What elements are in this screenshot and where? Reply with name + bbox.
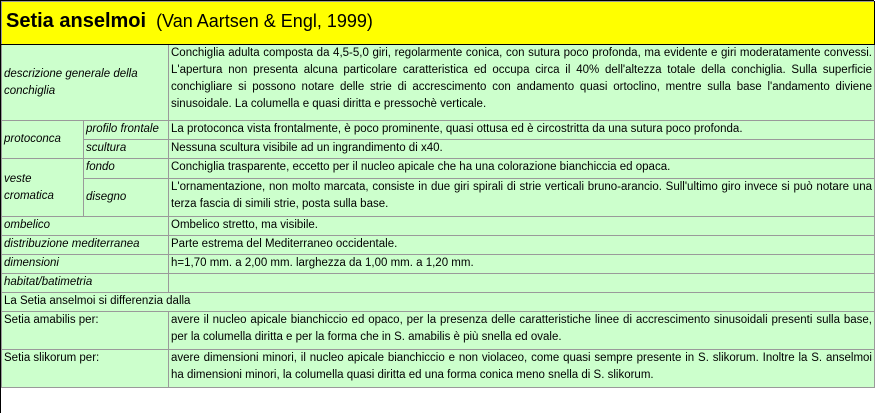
label-descrizione: descrizione generale della conchiglia [2,45,169,121]
species-author: (Van Aartsen & Engl, 1999) [156,11,373,31]
row-protoconca-scultura [2,140,875,159]
value-amabilis: avere il nucleo apicale bianchiccio ed opaco, per la presenza delle caratteristiche linee di accrescimento sinusoidali presenti sulla base, per la columella diritta e per la forma che in S. amabilis è più snella ed ovale. [169,312,875,350]
species-table [1,1,875,388]
row-habitat [2,274,875,293]
label-dimensioni: dimensioni [2,255,169,274]
row-slikorum [2,350,875,388]
value-distribuzione: Parte estrema del Mediterraneo occidentale. [169,236,875,255]
value-dimensioni: h=1,70 mm. a 2,00 mm. larghezza da 1,00 mm. a 1,20 mm. [169,255,875,274]
species-title [2,2,875,45]
value-habitat [169,274,875,293]
row-ombelico [2,217,875,236]
label-ombelico: ombelico [2,217,169,236]
value-profilo-frontale: La protoconca vista frontalmente, è poco prominente, quasi ottusa ed è circostritta da una sutura poco profonda. [169,121,875,140]
title-row [2,2,875,45]
label-distribuzione: distribuzione mediterranea [2,236,169,255]
label-profilo-frontale: profilo frontale [84,121,169,140]
label-slikorum: Setia slikorum per: [2,350,169,388]
row-dimensioni [2,255,875,274]
label-habitat: habitat/batimetria [2,274,169,293]
row-distribuzione [2,236,875,255]
species-name: Setia anselmoi [6,10,147,32]
label-fondo: fondo [84,159,169,179]
row-veste-disegno [2,179,875,217]
value-ombelico: Ombelico stretto, ma visibile. [169,217,875,236]
row-descrizione [2,45,875,121]
value-slikorum: avere dimensioni minori, il nucleo apicale bianchiccio e non violaceo, come quasi sempre presente in S. slikorum. Inoltre la S. anselmoi ha dimensioni minori, la columella quasi diritta ed una forma conica meno snella di S. slikorum. [169,350,875,388]
value-scultura: Nessuna scultura visibile ad un ingrandimento di x40. [169,140,875,159]
row-amabilis [2,312,875,350]
row-veste-fondo [2,159,875,179]
value-descrizione: Conchiglia adulta composta da 4,5-5,0 giri, regolarmente conica, con sutura poco profonda, ma evidente e giri moderatamente convessi. L'apertura non presenta alcuna particolare caratteristica ed occupa circa il 40% dell'altezza totale della conchiglia. Sulla superficie conchigliare si possono notare delle strie di accrescimento con andamento quasi ortoclino, mentre sulla base l'andamento diviene sinusoidale. La columella e quasi diritta e pressochè verticale. [169,45,875,121]
value-disegno: L'ornamentazione, non molto marcata, consiste in due giri spirali di strie verticali bruno-arancio. Sull'ultimo giro invece si può notare una terza fascia di simili strie, posta sulla base. [169,179,875,217]
row-protoconca-profilo [2,121,875,140]
label-scultura: scultura [84,140,169,159]
label-protoconca: protoconca [2,121,84,159]
label-disegno: disegno [84,179,169,217]
row-comparison-intro [2,293,875,312]
comparison-intro: La Setia anselmoi si differenzia dalla [2,293,875,312]
label-veste-cromatica: veste cromatica [2,159,84,217]
label-amabilis: Setia amabilis per: [2,312,169,350]
value-fondo: Conchiglia trasparente, eccetto per il nucleo apicale che ha una colorazione bianchiccia ed opaca. [169,159,875,179]
